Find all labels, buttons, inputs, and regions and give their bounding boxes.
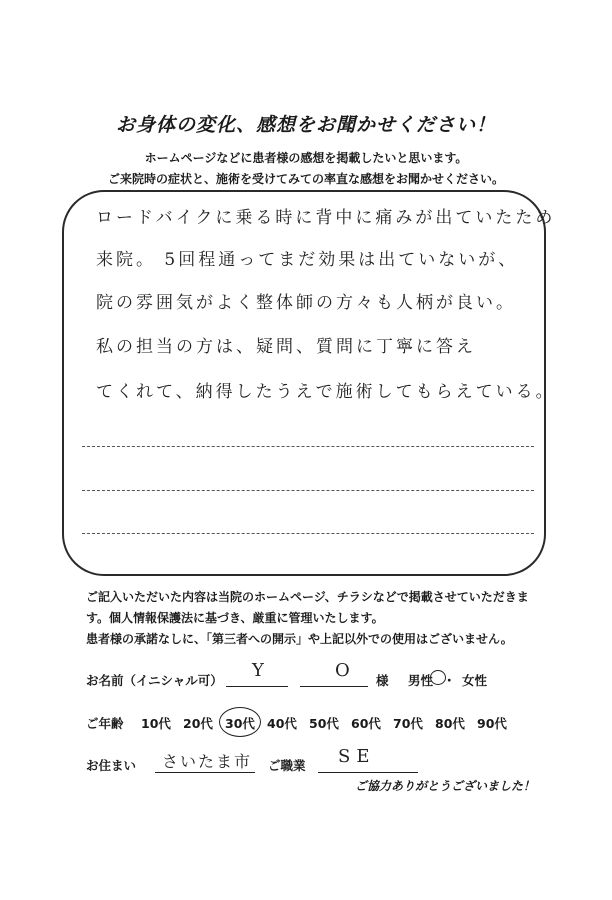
age-selected-mark (219, 707, 261, 737)
comment-line-4: 私の担当の方は、疑問、質問に丁寧に答え (96, 337, 476, 357)
gender-female-option[interactable]: 女性 (462, 673, 488, 688)
intro-line-1: ホームページなどに患者様の感想を掲載したいと思います。 (144, 151, 468, 165)
address-label: お住まい (86, 758, 137, 773)
age-option-60s[interactable]: 60代 (351, 716, 381, 731)
address-value[interactable]: さいたま市 (162, 752, 253, 771)
ruled-line (82, 533, 534, 534)
name-label: お名前（イニシャル可） (86, 673, 223, 688)
comment-line-3: 院の雰囲気がよく整体師の方々も人柄が良い。 (96, 293, 516, 313)
age-option-90s[interactable]: 90代 (477, 716, 507, 731)
initial-first-value[interactable]: Y (252, 660, 264, 681)
honorific-label: 様 (376, 673, 389, 688)
initial-first-underline (226, 686, 288, 687)
comment-line-2: 来院。 5回程通ってまだ効果は出ていないが、 (96, 250, 519, 270)
notice-line-2: す。個人情報保護法に基づき、厳重に管理いたします。 (86, 611, 384, 625)
thanks-message: ご協力ありがとうございました！ (355, 779, 536, 793)
age-option-30s[interactable]: 30代 (225, 716, 255, 731)
age-option-80s[interactable]: 80代 (435, 716, 465, 731)
ruled-line (82, 446, 534, 447)
comment-line-1: ロードバイクに乗る時に背中に痛みが出ていたため (96, 208, 556, 228)
form-title: お身体の変化、感想をお聞かせください！ (115, 114, 496, 136)
gender-male-option[interactable]: 男性 (408, 673, 434, 688)
notice-line-1: ご記入いただいた内容は当院のホームページ、チラシなどで掲載させていただきま (86, 590, 529, 604)
comment-line-5: てくれて、納得したうえで施術してもらえている。 (96, 382, 556, 402)
address-underline (155, 772, 255, 773)
age-option-10s[interactable]: 10代 (141, 716, 171, 731)
gender-separator: ・ (443, 673, 456, 688)
age-option-20s[interactable]: 20代 (183, 716, 213, 731)
initial-last-underline (300, 686, 368, 687)
ruled-line (82, 490, 534, 491)
age-option-40s[interactable]: 40代 (267, 716, 297, 731)
occupation-underline (318, 772, 418, 773)
intro-line-2: ご来院時の症状と、施術を受けてみての率直な感想をお聞かせください。 (107, 172, 504, 186)
notice-line-3: 患者様の承諾なしに、「第三者への開示」や上記以外での使用はございません。 (86, 632, 513, 646)
age-option-50s[interactable]: 50代 (309, 716, 339, 731)
age-option-70s[interactable]: 70代 (393, 716, 423, 731)
occupation-label: ご職業 (268, 758, 306, 773)
initial-last-value[interactable]: O (335, 660, 350, 681)
occupation-value[interactable]: SE (338, 746, 376, 767)
age-label: ご年齢 (86, 716, 124, 731)
